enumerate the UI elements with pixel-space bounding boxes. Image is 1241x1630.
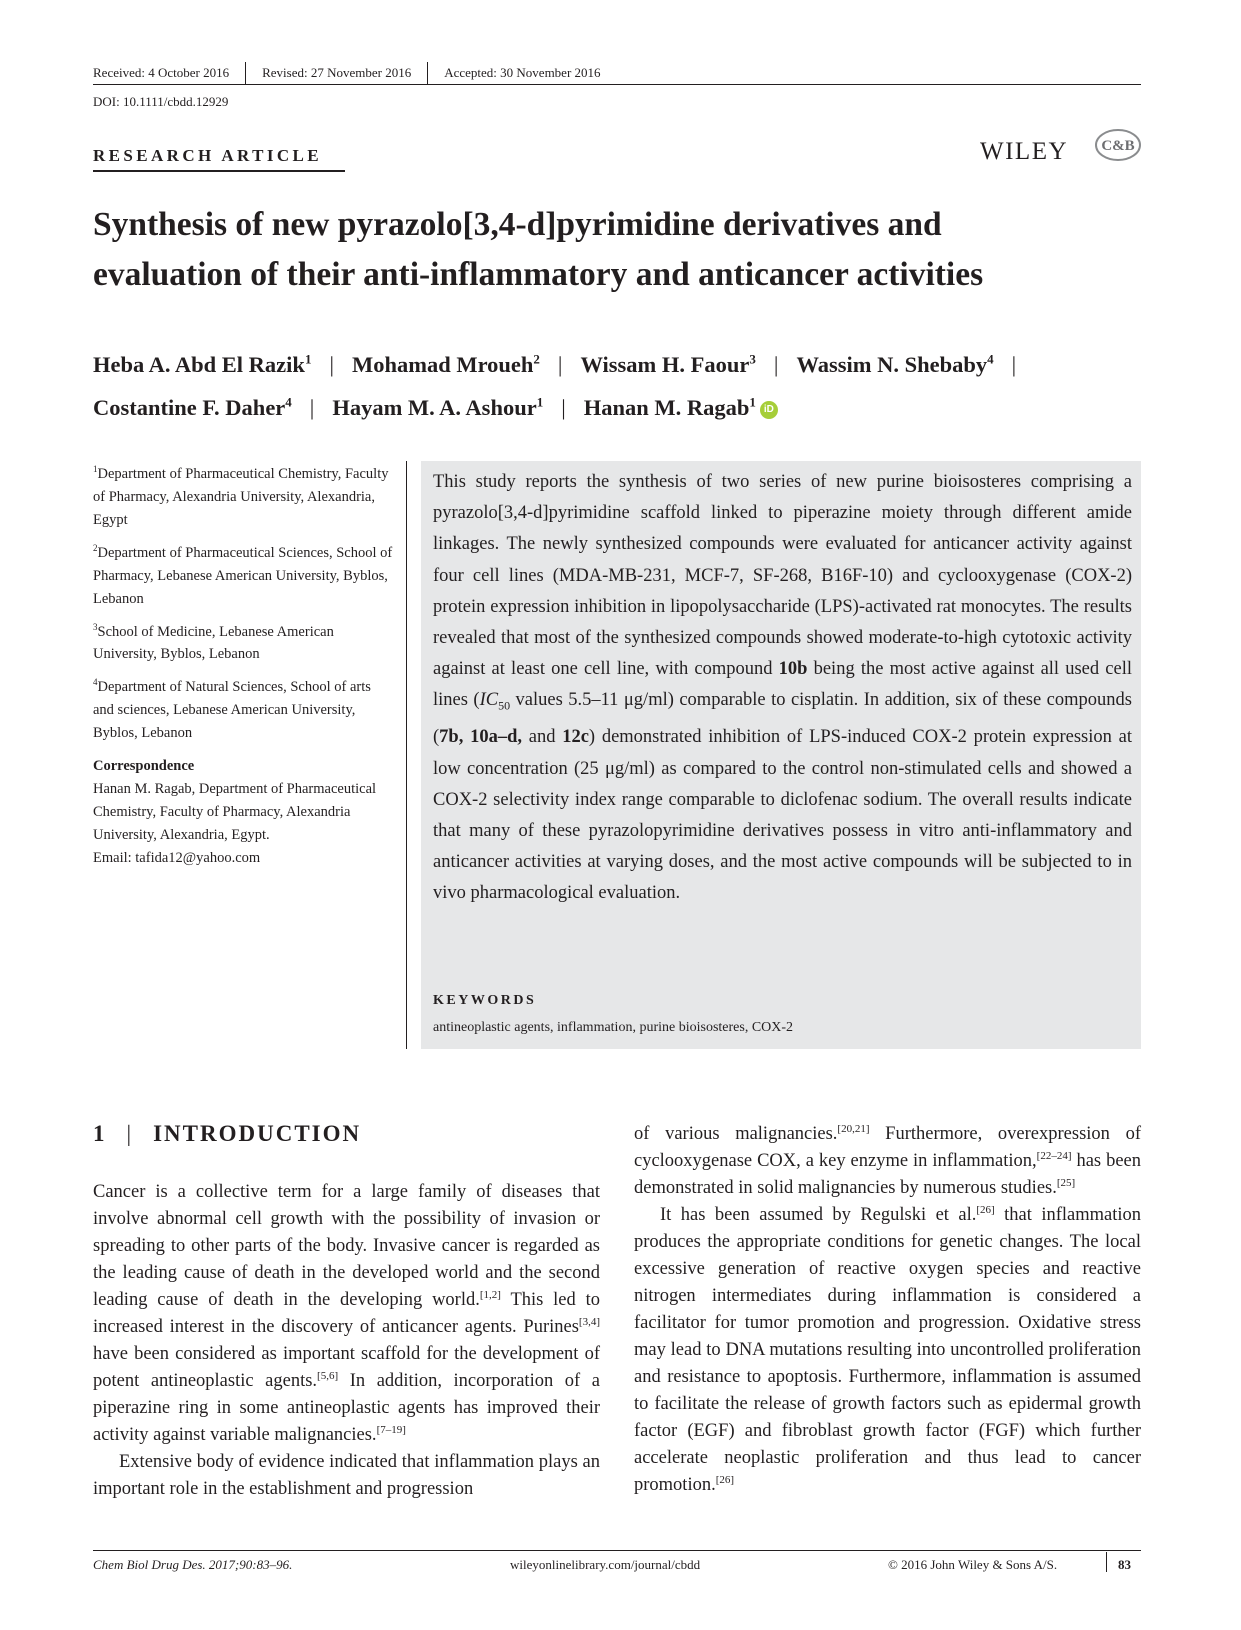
abstract-text: This study reports the synthesis of two series of new purine bioisosteres comprising a pyrazolo[3,4-d]pyrimidine scaffold linked to piperazine moiety through different amide linkages. The newly synthesized compounds were evaluated for anticancer activity against four cell lines (MDA-MB-231, MCF-7, SF-268, B16F-10) and cyclooxygenase (COX-2) protein expression inhibition in lipopolysaccharide (LPS)-activated rat monocytes. The results revealed that most of the synthesized compounds showed moderate-to-high cytotoxic activity against at least one cell line, with compound 10b being the most active against all used cell lines ($IC_{50}$ values 5.5–11 μg/ml) comparable to cisplatin. In addition, six of these compounds (7b, 10a–d, and 12c) demonstrated inhibition of LPS-induced COX-2 protein expression at low concentration (25 μg/ml) as compared to the control non-stimulated cells and showed a COX-2 selectivity index range comparable to diclofenac sodium. The overall results indicate that many of these pyrazolopyrimidine derivatives possess in vitro anti-inflammatory and anticancer activities at varying doses, and the most active compounds will be subjected to in vivo pharmacological evaluation. [433,472,1132,904]
reference-link[interactable]: [1,2] [479,1288,501,1301]
author[interactable]: Wassim N. Shebaby$^4$ [796,351,994,377]
intro-left-column [93,1179,600,1503]
reference-link[interactable]: [26] [976,1203,995,1216]
author[interactable]: Hanan M. Ragab$^1$ [583,394,756,420]
author[interactable]: Hayam M. A. Ashour$^1$ [332,394,544,420]
author[interactable]: Wissam H. Faour$^3$ [580,351,756,377]
paragraph: Cancer is a collective term for a large family of diseases that involve abnormal cell growth with the possibility of invasion or spreading to other parts of the body. Invasive cancer is regarded as the leading cause of death in the developed world and the second leading cause of death in the developing world.[1,2] This led to increased interest in the discovery of anticancer agents. Purines[3,4] have been considered as important scaffold for the development of potent antineoplastic agents.[5,6] In addition, incorporation of a piperazine ring in some antineoplastic agents has improved their activity against variable malignancies.[7–19] [93,1182,601,1445]
footer-divider [1106,1552,1107,1572]
author[interactable]: Costantine F. Daher$^4$ [93,394,292,420]
section-number: 1 [93,1121,107,1146]
article-dates [93,62,601,84]
section-title: INTRODUCTION [153,1121,362,1146]
correspondence-text: Hanan M. Ragab, Department of Pharmaceutical Chemistry, Faculty of Pharmacy, Alexandria University, Alexandria, Egypt. [93,781,377,844]
reference-link[interactable]: [7–19] [376,1423,406,1436]
keywords-heading: KEYWORDS [433,993,537,1008]
header-rule [93,84,1141,85]
footer-citation: Chem Biol Drug Des. 2017;90:83–96. [93,1557,293,1572]
title-line: evaluation of their anti-inflammatory and anticancer activities [93,256,984,293]
affiliation: $^2$Department of Pharmaceutical Sciences, School of Pharmacy, Lebanese American University, Byblos, Lebanon [93,542,393,607]
publisher-logo: WILEY [980,138,1069,165]
affiliation: $^4$Department of Natural Sciences, School of arts and sciences, Lebanese American University, Byblos, Lebanon [93,677,371,742]
reference-link[interactable]: [20,21] [837,1122,870,1135]
paragraph: It has been assumed by Regulski et al.[26] that inflammation produces the appropriate conditions for genetic changes. The local excessive generation of reactive oxygen species and reactive nitrogen intermediates during inflammation is considered a facilitator for tumor promotion and progression. Oxidative stress may lead to DNA mutations resulting into uncontrolled proliferation and resistance to apoptosis. Furthermore, inflammation is assumed to facilitate the release of growth factors such as epidermal growth factor (EGF) and fibroblast growth factor (FGF) which further accelerate neoplastic proliferation and thus lead to cancer promotion.[26] [634,1203,1142,1495]
doi[interactable]: DOI: 10.1111/cbdd.12929 [93,94,229,109]
affiliation: $^1$Department of Pharmaceutical Chemistry, Faculty of Pharmacy, Alexandria University, Alexandria, Egypt [93,464,389,528]
journal-logo-icon [1094,128,1142,162]
reference-link[interactable]: [26] [715,1473,735,1486]
abstract-divider [406,461,407,1049]
paragraph: Extensive body of evidence indicated that inflammation plays an important role in the establishment and progression [93,1452,600,1499]
intro-right-column [634,1121,1141,1499]
correspondence-email[interactable]: Email: tafida12@yahoo.com [93,850,261,867]
author[interactable]: Mohamad Mroueh$^2$ [351,351,540,377]
correspondence-heading: Correspondence [93,758,195,775]
article-type: RESEARCH ARTICLE [93,146,323,165]
article-type-underline [93,170,345,172]
reference-link[interactable]: [22–24] [1036,1149,1072,1162]
affiliations [93,458,393,870]
title-line: Synthesis of new pyrazolo[3,4-d]pyrimidine derivatives and [93,206,942,243]
page-number: 83 [1118,1557,1131,1572]
reference-link[interactable]: [3,4] [578,1315,600,1328]
paragraph: of various malignancies.[20,21] Furthermore, overexpression of cyclooxygenase COX, a key enzyme in inflammation,[22–24] has been demonstrated in solid malignancies by numerous studies.[25] [634,1122,1141,1198]
reference-link[interactable]: [5,6] [317,1369,339,1382]
section-separator: | [126,1121,134,1146]
received-date: Received: 4 October 2016 [93,65,230,80]
revised-date: Revised: 27 November 2016 [262,65,412,80]
author-list [93,340,1153,427]
author[interactable]: Heba A. Abd El Razik$^1$ [93,351,312,377]
article-title [93,200,1153,300]
footer-copyright: © 2016 John Wiley & Sons A/S. [888,1557,1058,1572]
author-line: Heba A. Abd El Razik$^1$ | Mohamad Mroueh$^2$ | Wissam H. Faour$^3$ | Wassim N. Shebaby$^4$ | [93,351,1017,377]
affiliation: $^3$School of Medicine, Lebanese American University, Byblos, Lebanon [93,621,334,663]
date-divider [427,62,428,84]
orcid-icon[interactable]: iD [760,401,778,419]
accepted-date: Accepted: 30 November 2016 [444,65,601,80]
date-divider [245,62,246,84]
reference-link[interactable]: [25] [1056,1176,1076,1189]
footer-rule [93,1550,1141,1551]
keywords-list: antineoplastic agents, inflammation, purine bioisosteres, COX-2 [433,1020,794,1035]
section-heading [93,1121,361,1147]
journal-logo-text: C&B [1101,138,1135,154]
author-line: Costantine F. Daher$^4$ | Hayam M. A. Ashour$^1$ | Hanan M. Ragab$^1$ iD [93,384,1153,428]
footer-url[interactable]: wileyonlinelibrary.com/journal/cbdd [510,1557,701,1572]
